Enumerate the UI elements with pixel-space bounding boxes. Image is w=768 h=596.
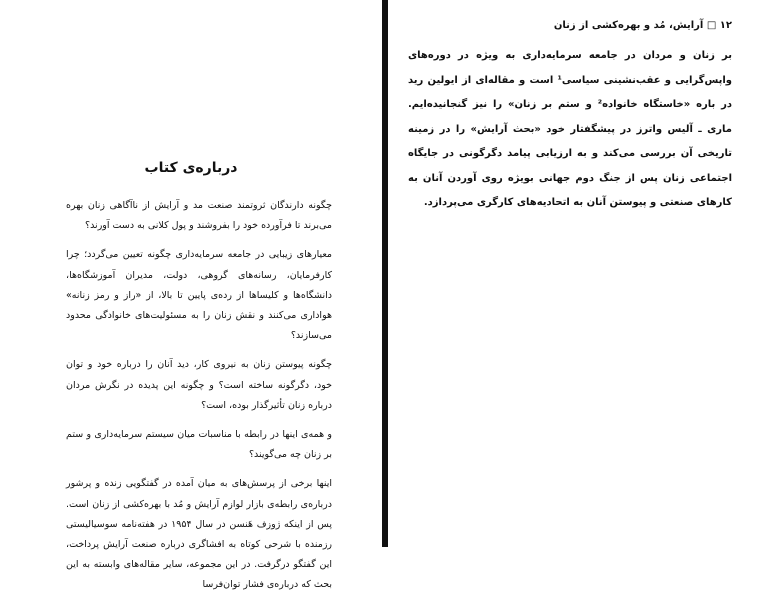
left-page: [0, 0, 382, 591]
paragraph: چگونه دارندگان ثروتمند صنعت مد و آرایش از ناآگاهی زنان بهره می‌برند تا فرآورده خود را بفروشند و پول کلانی به دست آورند؟: [66, 200, 332, 232]
paragraph: بر زنان و مردان در جامعه سرمایه‌داری به ویژه در دوره‌های واپس‌گرایی و عقب‌نشینی سیاسی¹ است و مقاله‌ای از ایولین رید در باره «خاستگاه خانواده² و ستم بر زنان» را نیز گنجانیده‌ایم. ماری ـ آلیس واترز در پیشگفتار خود «بحث آرایش» را در زمینه تاریخی آن بررسی می‌کند و به ارزیابی پیامد دگرگونی در جایگاه اجتماعی زنان پس از جنگ دوم جهانی بویژه روی آوردن آنان به کارهای صنعتی و پیوستن آنان به اتحادیه‌های کارگری می‌پردازد.: [408, 50, 733, 208]
page-body: [66, 196, 332, 596]
paragraph: معیارهای زیبایی در جامعه سرمایه‌داری چگونه تعیین می‌گردد؛ چرا کارفرمایان، رسانه‌های گروهی، دولت، مدیران آموزشگاه‌ها، دانشگاه‌ها و کلیساها از رده‌ی پایین تا بالا، از «راز و رمز زنانه» هواداری می‌کنند و نقش زنان را به مسئولیت‌های خانوادگی محدود می‌سازند؟: [66, 249, 332, 342]
right-page: [388, 0, 768, 547]
paragraph: چگونه پیوستن زنان به نیروی کار، دید آنان را درباره خود و توان خود، دگرگونه ساخته است؟ و چگونه این پدیده در نگرش مردان درباره زنان تأثیرگذار بوده، است؟: [66, 359, 332, 411]
page-number: ۱۲: [719, 20, 732, 31]
page-title: درباره‌ی کتاب: [144, 160, 238, 176]
page-body: [408, 44, 732, 216]
paragraph: و همه‌ی اینها در رابطه با مناسبات میان سیستم سرمایه‌داری و ستم بر زنان چه می‌گویند؟: [66, 429, 332, 461]
running-title: آرایش، مُد و بهره‌کشی از زنان: [553, 20, 704, 31]
square-icon: □: [706, 20, 717, 31]
running-header: [408, 20, 732, 31]
paragraph: اینها برخی از پرسش‌های به میان آمده در گفتگویی زنده و پرشور درباره‌ی رابطه‌ی بازار لوازم آرایش و مُد با بهره‌کشی از زنان است. پس از اینکه ژوزف هَنسن در سال ۱۹۵۴ در هفته‌نامه سوسیالیستی رزمنده با شرحی کوتاه به افشاگری درباره صنعت آرایش پرداخت، این گفتگو درگرفت. در این مجموعه، سایر مقاله‌های وابسته به این بحث که درباره‌ی فشار توان‌فرسا: [66, 478, 332, 591]
